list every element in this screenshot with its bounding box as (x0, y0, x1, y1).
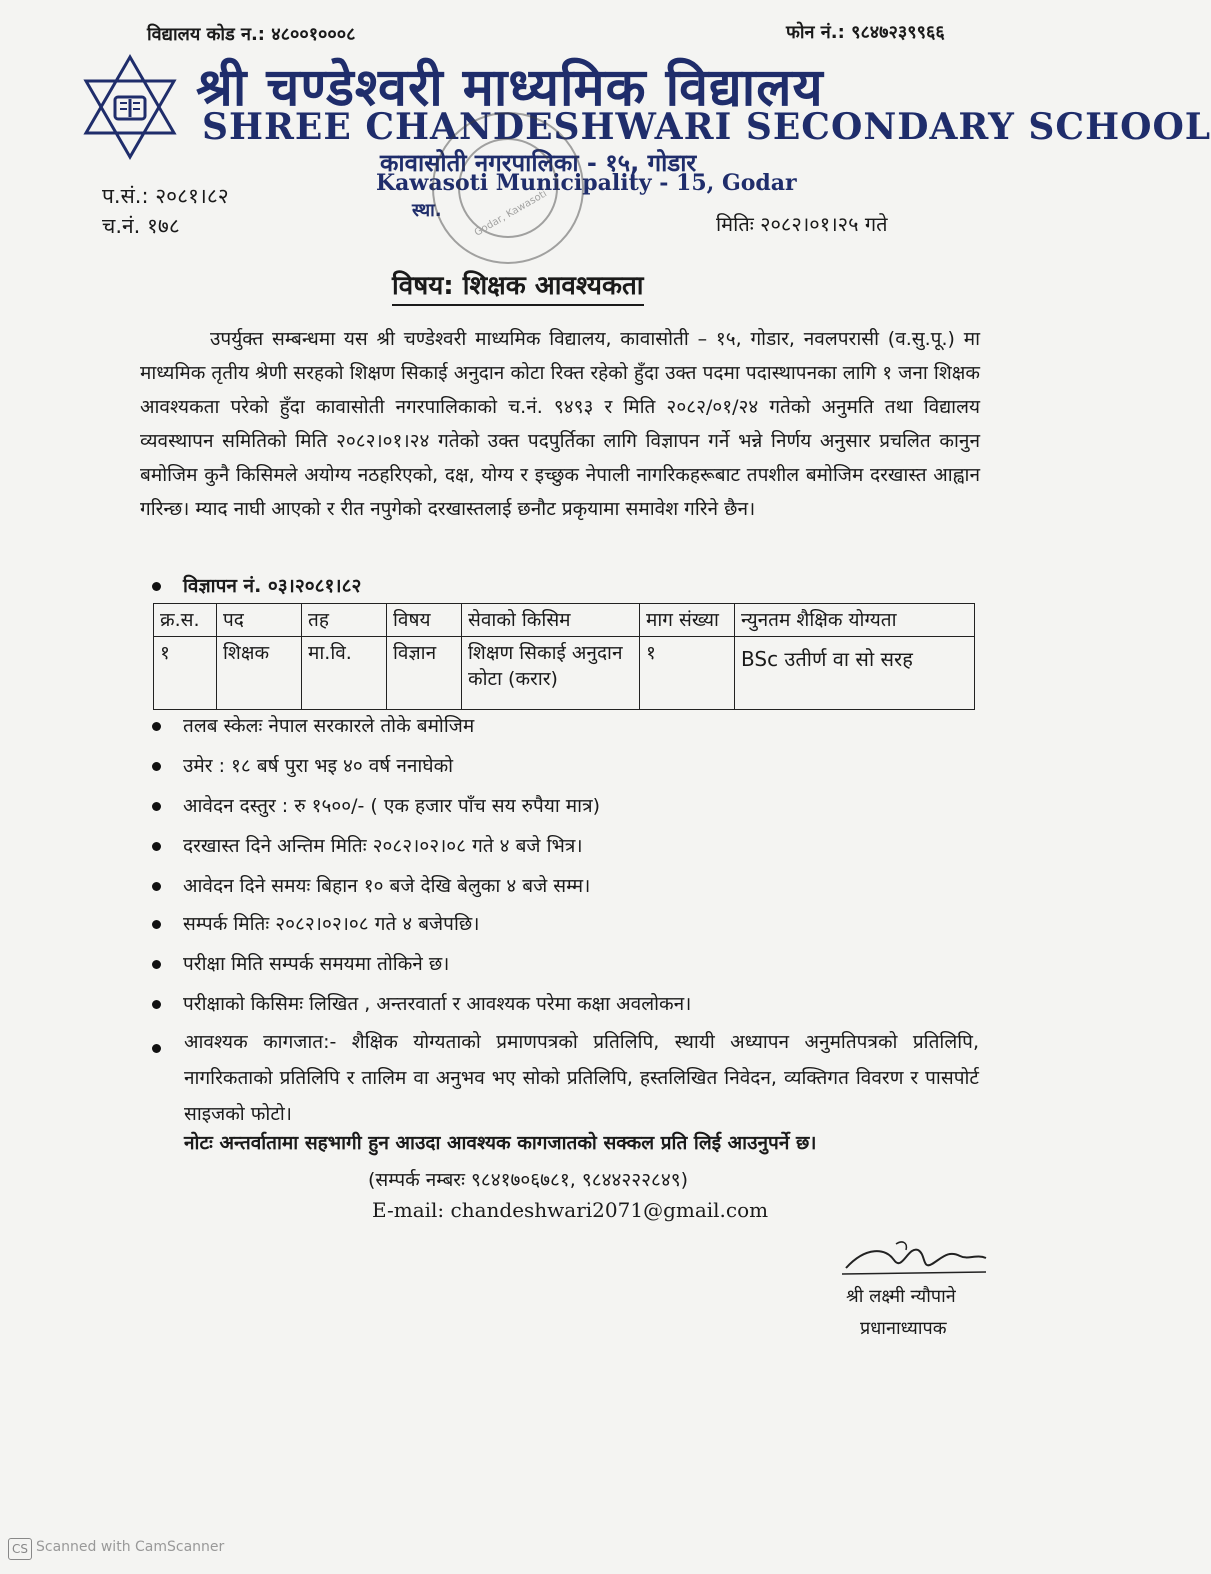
column-header: माग संख्या (640, 604, 735, 637)
list-item (152, 990, 691, 1016)
ad-number: विज्ञापन नं. ०३।२०८१।८२ (183, 575, 362, 597)
table-header-row (154, 604, 975, 637)
table-cell: शिक्षण सिकाई अनुदान कोटा (करार) (462, 637, 640, 710)
phone-number: फोन नं.: ९८४७२३९९६६ (786, 22, 945, 43)
table-cell: विज्ञान (387, 637, 462, 710)
school-logo-icon (82, 55, 178, 159)
column-header: विषय (387, 604, 462, 637)
list-item-text: परीक्षाको किसिमः लिखित , अन्तरवार्ता र आवश्यक परेमा कक्षा अवलोकन। (183, 993, 692, 1015)
list-item (152, 872, 590, 898)
list-item (152, 910, 479, 936)
bullet-icon (152, 960, 161, 969)
signatory-name: श्री लक्ष्मी न्यौपाने (846, 1286, 956, 1307)
school-name-english: SHREE CHANDESHWARI SECONDARY SCHOOL (202, 106, 1211, 148)
column-header: न्युनतम शैक्षिक योग्यता (735, 604, 975, 637)
established-label: स्था. (412, 200, 442, 221)
camscanner-logo-icon: CS (8, 1538, 32, 1560)
body-paragraph (140, 322, 980, 526)
table-cell: १ (154, 637, 217, 710)
list-item-text: उमेर : १८ बर्ष पुरा भइ ४० वर्ष ननाघेको (183, 755, 454, 777)
school-stamp (432, 112, 584, 264)
body-text: उपर्युक्त सम्बन्धमा यस श्री चण्डेश्वरी माध्यमिक विद्यालय, कावासोती – १५, गोडार, नवलपरासी (व.सु.पू.) मा माध्यमिक तृतीय श्रेणी सरहको शिक्षण सिकाई अनुदान कोटा रिक्त रहेको हुँदा उक्त पदमा पदास्थापनका लागि १ जना शिक्षक आवश्यकता परेको हुँदा कावासोती नगरपालिकाको च.नं. ९४९३ र मिति २०८२/०१/२४ गतेको अनुमति तथा विद्यालय व्यवस्थापन समितिको मिति २०८२।०१।२४ गतेको उक्त पदपुर्तिका लागि विज्ञापन गर्ने भन्ने निर्णय अनुसार प्रचलित कानुन बमोजिम कुनै किसिमले अयोग्य नठहरिएको, दक्ष, योग्य र इच्छुक नेपाली नागरिकहरूबाट तपशील बमोजिम दरखास्त आह्वान गरिन्छ। म्याद नाघी आएको र रीत नपुगेको दरखास्तलाई छनौट प्रकृयामा समावेश गरिने छैन। (140, 328, 980, 520)
documents-bullet (152, 1038, 161, 1057)
bullet-icon (152, 1000, 161, 1009)
list-item-text: परीक्षा मिति सम्पर्क समयमा तोकिने छ। (183, 953, 450, 975)
bullet-icon (152, 762, 161, 771)
bullet-icon (152, 842, 161, 851)
list-item (152, 752, 453, 778)
list-item (152, 950, 449, 976)
bullet-icon (152, 802, 161, 811)
bullet-icon (152, 722, 161, 731)
table-cell: BSc उतीर्ण वा सो सरह (735, 637, 975, 710)
scanner-watermark: Scanned with CamScanner (36, 1539, 225, 1555)
school-name-nepali: श्री चण्डेश्वरी माध्यमिक विद्यालय (196, 58, 824, 118)
stamp-text: Godar, Kawasoti (472, 188, 549, 239)
required-documents: आवश्यक कागजात:- शैक्षिक योग्यताको प्रमाणपत्रको प्रतिलिपि, स्थायी अध्यापन अनुमतिपत्रको प्रतिलिपि, नागरिकताको प्रतिलिपि र तालिम वा अनुभव भए सोको प्रतिलिपि, हस्तलिखित निवेदन, व्यक्तिगत विवरण र पासपोर्ट साइजको फोटो। (184, 1031, 979, 1125)
email-address[interactable]: E-mail: chandeshwari2071@gmail.com (372, 1198, 769, 1222)
school-code: विद्यालय कोड न.: ४८००१०००८ (147, 24, 356, 45)
letter-date: मितिः २०८२।०१।२५ गते (716, 212, 888, 236)
fiscal-year: प.सं.: २०८१।८२ (102, 184, 229, 208)
note-text: नोटः अन्तर्वातामा सहभागी हुन आउदा आवश्यक कागजातको सक्कल प्रति लिई आउनुपर्ने छ। (184, 1132, 817, 1154)
signatory-role: प्रधानाध्यापक (860, 1318, 947, 1339)
column-header: क्र.स. (154, 604, 217, 637)
list-item-text: आवेदन दिने समयः बिहान १० बजे देखि बेलुका ४ बजे सम्म। (183, 875, 591, 897)
vacancy-table (153, 603, 975, 710)
column-header: सेवाको किसिम (462, 604, 640, 637)
list-item (152, 832, 583, 858)
address-nepali: कावासोती नगरपालिका - १५, गोडार (380, 149, 697, 177)
table-row (154, 637, 975, 710)
bullet-icon (152, 582, 161, 591)
column-header: तह (302, 604, 387, 637)
list-item (152, 792, 600, 818)
address-english: Kawasoti Municipality - 15, Godar (376, 170, 797, 196)
ad-number-row (152, 572, 361, 598)
table-cell: शिक्षक (217, 637, 302, 710)
list-item-text: आवेदन दस्तुर : रु १५००/- ( एक हजार पाँच सय रुपैया मात्र) (183, 795, 600, 817)
subject-heading: विषय: शिक्षक आवश्यकता (392, 266, 644, 306)
table-cell: मा.वि. (302, 637, 387, 710)
list-item (152, 712, 474, 738)
bullet-icon (152, 882, 161, 891)
contact-numbers: (सम्पर्क नम्बरः ९८४१७०६७८१, ९८४४२२२८४९) (368, 1169, 689, 1191)
table-cell: १ (640, 637, 735, 710)
column-header: पद (217, 604, 302, 637)
list-item-text: सम्पर्क मितिः २०८२।०२।०८ गते ४ बजेपछि। (183, 913, 480, 935)
list-item-text: तलब स्केलः नेपाल सरकारले तोके बमोजिम (183, 715, 475, 737)
list-item-text: दरखास्त दिने अन्तिम मितिः २०८२।०२।०८ गते ४ बजे भित्र। (183, 835, 583, 857)
signature-icon (836, 1236, 996, 1282)
bullet-icon (152, 920, 161, 929)
dispatch-number: च.नं. १७८ (102, 214, 180, 238)
